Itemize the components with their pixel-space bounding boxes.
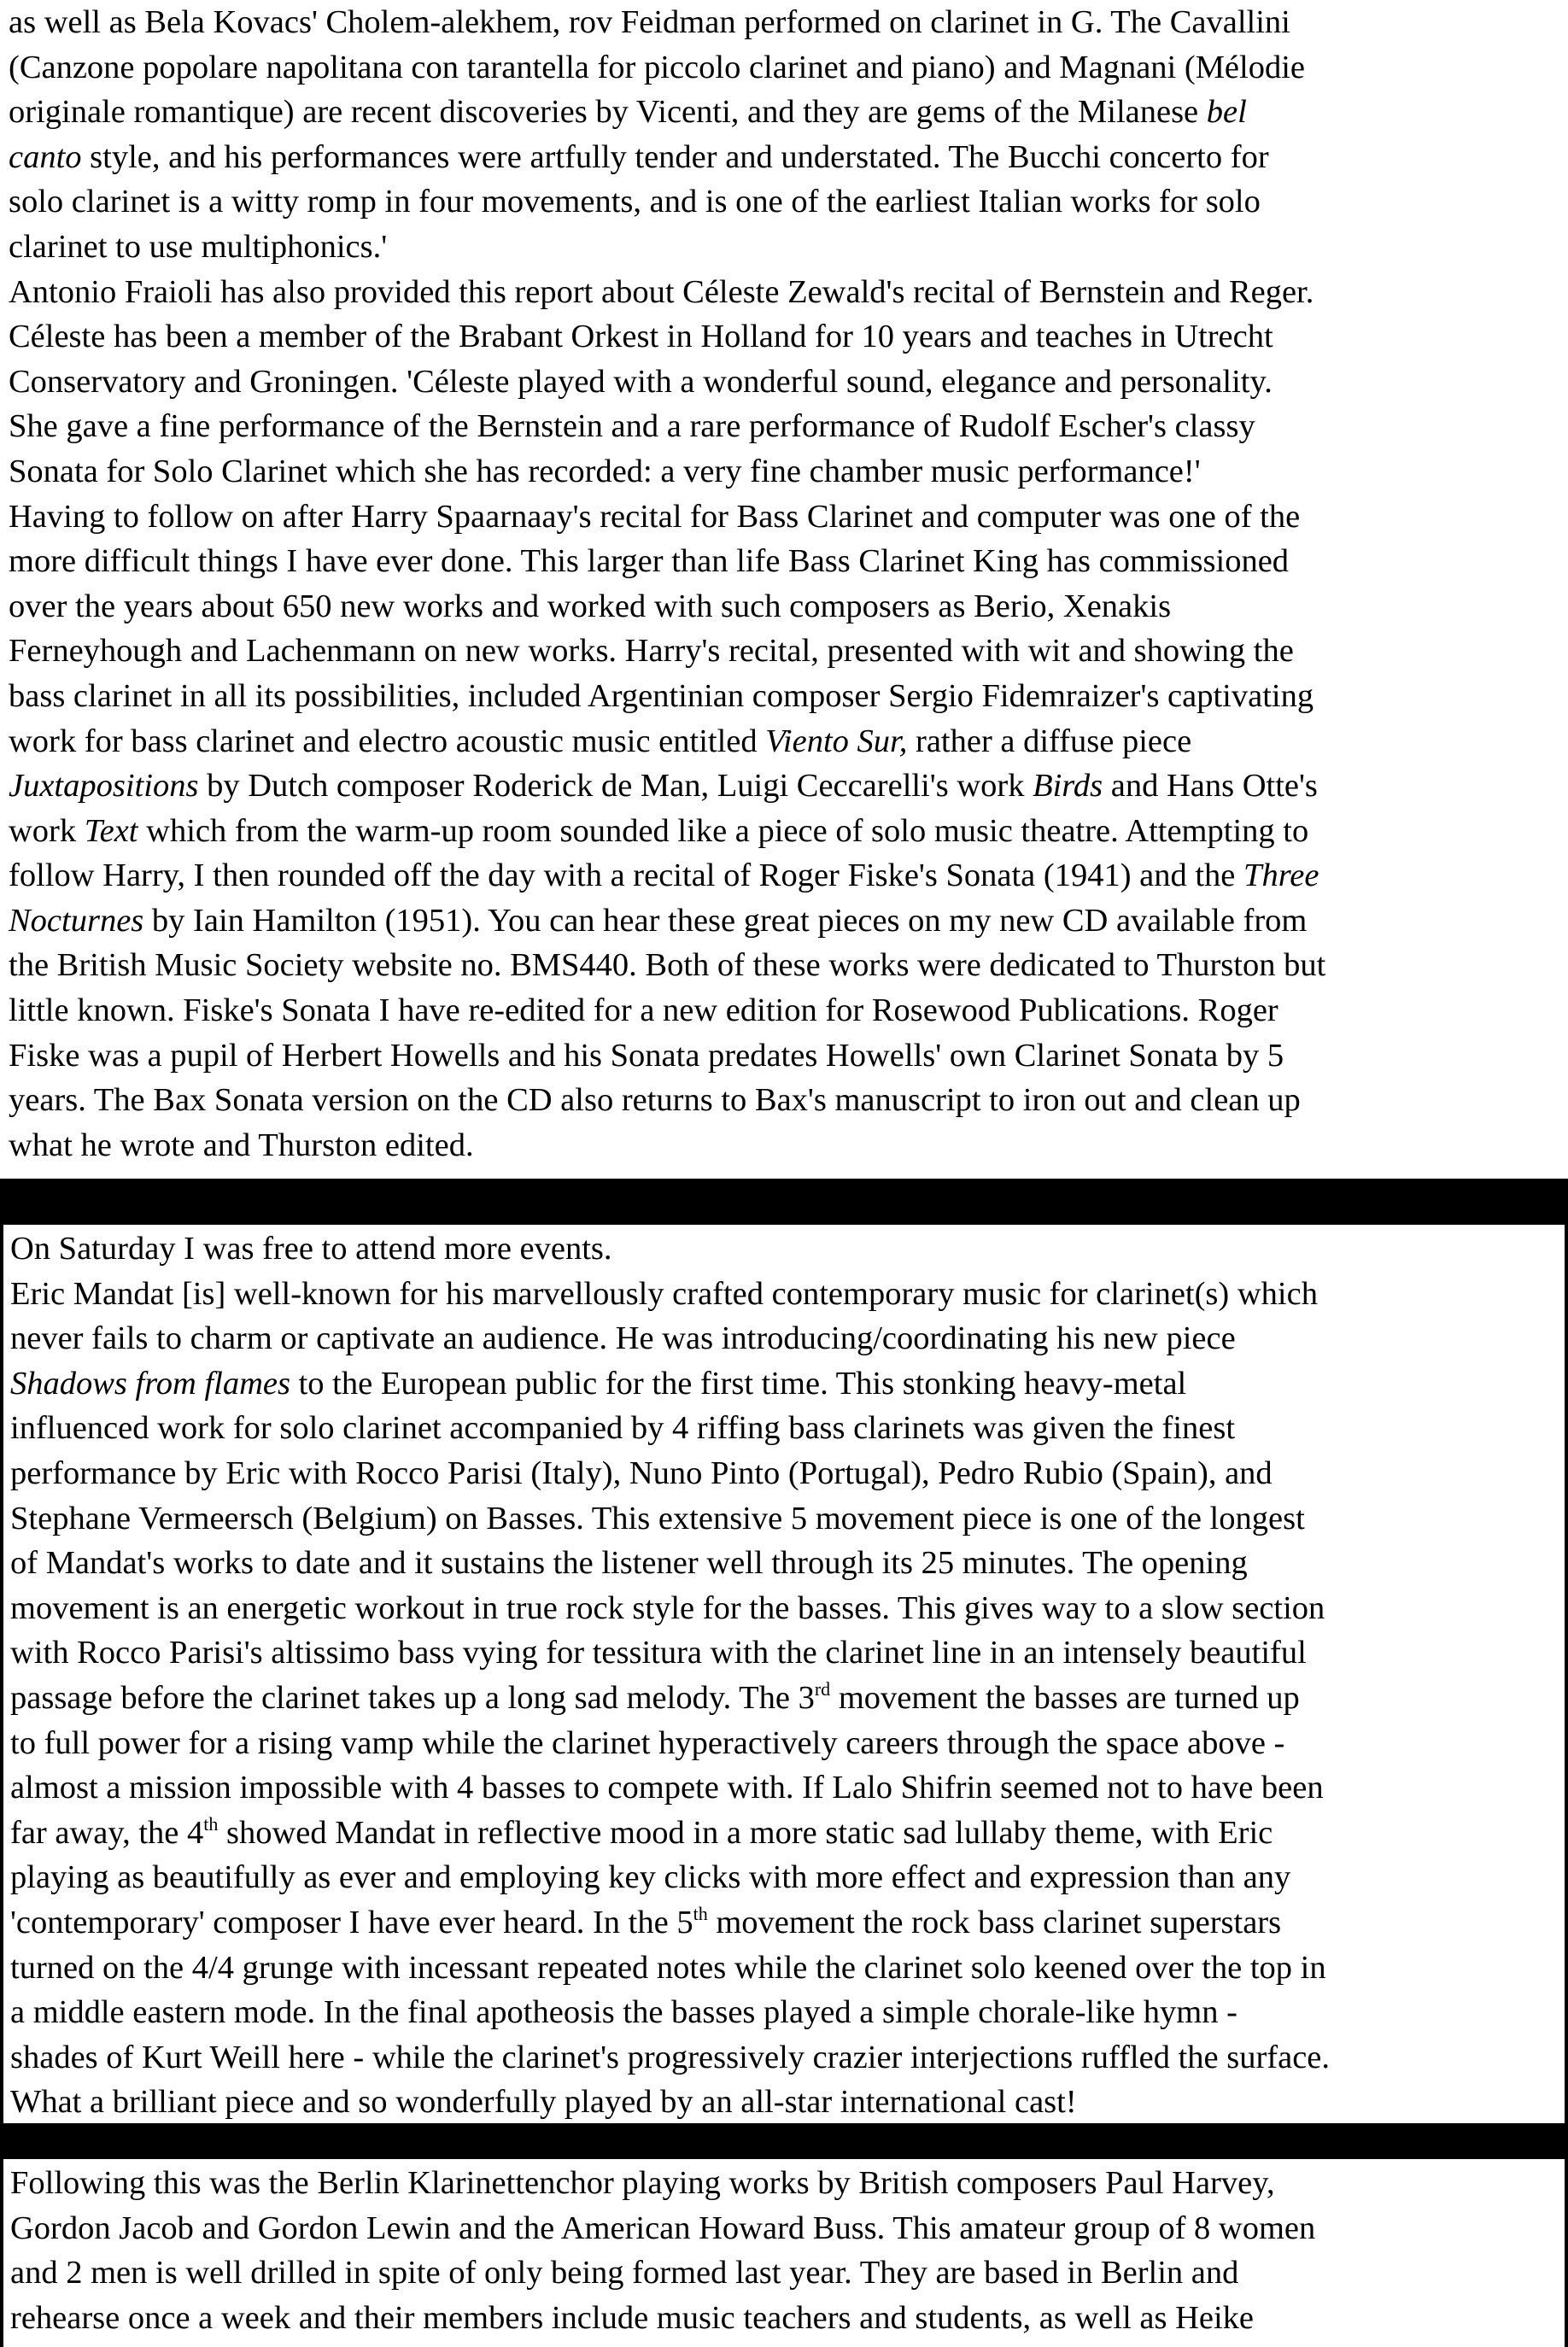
text-run: years. The Bax Sonata version on the CD also returns to Bax's manuscript to iron out and clean up [9,1082,1301,1119]
text-line [10,2035,1565,2081]
text-run: to the European public for the first time. This stonking heavy-metal [290,1365,1187,1402]
text-line [10,1541,1565,1586]
paragraph-lines [10,1225,1565,2125]
text-line [10,1630,1565,1676]
text-line [9,0,1568,45]
text-run: turned on the 4/4 grunge with incessant repeated notes while the clarinet solo keened over the top in [10,1949,1326,1986]
text-run: Conservatory and Groningen. 'Céleste played with a wonderful sound, elegance and personality. [9,363,1273,400]
text-run: movement the basses are turned up [830,1679,1300,1716]
text-line [9,988,1568,1033]
text-line [10,1586,1565,1631]
text-line [9,270,1568,315]
text-line [10,1226,1565,1272]
text-line [10,1451,1565,1496]
text-line [9,314,1568,360]
text-line [9,1123,1568,1168]
text-block-saturday-events [0,1225,1568,2127]
text-run: as well as Bela Kovacs' Cholem-alekhem, rov Feidman performed on clarinet in G. The Cavallini [9,4,1290,40]
text-line [9,719,1568,764]
text-run: She gave a fine performance of the Bernstein and a rare performance of Rudolf Escher's classy [9,408,1255,445]
text-run: by Dutch composer Roderick de Man, Luigi Ceccarelli's work [198,768,1033,805]
text-run: Ferneyhough and Lachenmann on new works. Harry's recital, presented with wit and showing the [9,633,1294,670]
text-line [9,853,1568,898]
text-run: Sonata for Solo Clarinet which she has recorded: a very fine chamber music performance!' [9,453,1201,489]
text-line [9,360,1568,405]
text-run: more difficult things I have ever done. This larger than life Bass Clarinet King has commissioned [9,543,1290,580]
text-line [9,1033,1568,1079]
text-run: influenced work for solo clarinet accompanied by 4 riffing bass clarinets was given the finest [10,1410,1236,1447]
text-run: and 2 men is well drilled in spite of only being formed last year. They are based in Berlin and [10,2255,1239,2291]
text-line [9,1078,1568,1123]
italic-title: Three [1243,857,1319,894]
text-line [9,90,1568,135]
section-divider-bar [0,2127,1568,2159]
text-run: far away, the 4 [10,1814,204,1851]
text-run: Gordon Jacob and Gordon Lewin and the American Howard Buss. This amateur group of 8 women [10,2209,1316,2246]
italic-title: Juxtapositions [9,768,199,805]
text-line [10,1765,1565,1811]
text-run: work for bass clarinet and electro acoustic music entitled [9,723,766,759]
text-run: rehearse once a week and their members include music teachers and students, as well as Heike [10,2299,1255,2336]
text-line [9,225,1568,270]
text-line [10,2161,1565,2206]
text-run: solo clarinet is a witty romp in four movements, and is one of the earliest Italian works for solo [9,184,1261,220]
text-run: almost a mission impossible with 4 basses to compete with. If Lalo Shifrin seemed not to have been [10,1770,1324,1806]
text-line [10,2296,1565,2341]
text-run: with Rocco Parisi's altissimo bass vying for tessitura with the clarinet line in an intensely beautiful [10,1635,1307,1671]
italic-title: Viento Sur, [765,723,908,759]
text-line [10,1900,1565,1946]
italic-title: Text [84,812,138,849]
paragraph-lines [10,2159,1565,2340]
text-line [10,1361,1565,1407]
text-run: Eric Mandat [is] well-known for his marvellously crafted contemporary music for clarinet(s) which [10,1275,1318,1312]
text-line [9,674,1568,719]
text-line [10,1990,1565,2035]
text-line [9,584,1568,629]
text-line [9,539,1568,584]
text-line [9,809,1568,854]
superscript-text: th [693,1902,708,1924]
text-line [9,45,1568,91]
italic-title: Birds [1033,768,1103,805]
text-run: movement is an energetic workout in true rock style for the basses. This gives way to a slow section [10,1589,1325,1626]
text-run: which from the warm-up room sounded like a piece of solo music theatre. Attempting to [137,812,1309,849]
text-run: and Hans Otte's [1103,768,1318,805]
paragraph-lines [9,0,1568,1168]
text-run: what he wrote and Thurston edited. [9,1127,474,1163]
text-block-berlin-klarinettenchor [0,2159,1568,2347]
text-line [10,1721,1565,1766]
text-run: Antonio Fraioli has also provided this report about Céleste Zewald's recital of Bernstein and Reger. [9,273,1314,310]
text-line [9,943,1568,988]
text-line [9,135,1568,180]
text-run: style, and his performances were artfully tender and understated. The Bucchi concerto for [81,138,1269,175]
text-run: over the years about 650 new works and worked with such composers as Berio, Xenakis [9,588,1172,624]
text-run: On Saturday I was free to attend more events. [10,1231,612,1267]
text-line [9,404,1568,449]
text-run: shades of Kurt Weill here - while the clarinet's progressively crazier interjections ruffled the surface. [10,2039,1331,2075]
text-run: originale romantique) are recent discoveries by Vicenti, and they are gems of the Milanese [9,94,1207,131]
text-run: What a brilliant piece and so wonderfully played by an all-star international cast! [10,2084,1077,2121]
text-run: Following this was the Berlin Klarinettenchor playing works by British composers Paul Harvey, [10,2165,1275,2201]
text-run: Having to follow on after Harry Spaarnaay's recital for Bass Clarinet and computer was one of the [9,498,1301,535]
text-run: rather a diffuse piece [907,723,1192,759]
text-run: (Canzone popolare napolitana con tarantella for piccolo clarinet and piano) and Magnani (Mélodie [9,49,1306,85]
text-line [10,1496,1565,1542]
text-line [10,1272,1565,1317]
text-run: 'contemporary' composer I have ever heard. In the 5 [10,1904,693,1940]
text-line [10,2206,1565,2251]
text-line [10,2250,1565,2296]
text-line [9,449,1568,495]
text-line [10,2080,1565,2125]
text-line [10,1855,1565,1900]
italic-title: canto [9,138,82,175]
text-line [9,495,1568,540]
text-run: Céleste has been a member of the Brabant Orkest in Holland for 10 years and teaches in Utrecht [9,319,1273,355]
text-run: the British Music Society website no. BMS440. Both of these works were dedicated to Thurston but [9,947,1326,984]
text-run: bass clarinet in all its possibilities, included Argentinian composer Sergio Fidemraizer's captivating [9,677,1314,714]
text-run: clarinet to use multiphonics.' [9,228,388,265]
text-run: performance by Eric with Rocco Parisi (Italy), Nuno Pinto (Portugal), Pedro Rubio (Spain), and [10,1454,1273,1491]
text-run: passage before the clarinet takes up a long sad melody. The 3 [10,1679,815,1716]
text-run: Stephane Vermeersch (Belgium) on Basses. This extensive 5 movement piece is one of the longest [10,1500,1305,1536]
text-run: never fails to charm or captivate an audience. He was introducing/coordinating his new piece [10,1320,1236,1357]
text-run: playing as beautifully as ever and employing key clicks with more effect and expression than any [10,1859,1291,1896]
text-line [10,1406,1565,1451]
italic-title: Nocturnes [9,902,144,939]
text-line [10,1676,1565,1721]
superscript-text: th [203,1812,219,1835]
text-line [9,179,1568,225]
italic-title: Shadows from flames [10,1365,290,1402]
text-line [10,1316,1565,1361]
text-run: movement the rock bass clarinet superstars [707,1904,1282,1940]
text-run: Fiske was a pupil of Herbert Howells and his Sonata predates Howells' own Clarinet Sonata by 5 [9,1037,1284,1074]
text-line [9,629,1568,674]
text-line [9,764,1568,809]
text-run: little known. Fiske's Sonata I have re-edited for a new edition for Rosewood Publications. Roger [9,992,1278,1029]
text-line [10,1811,1565,1856]
text-run: by Iain Hamilton (1951). You can hear these great pieces on my new CD available from [143,902,1308,939]
text-run: showed Mandat in reflective mood in a more static sad lullaby theme, with Eric [218,1814,1273,1851]
section-divider-bar [0,1179,1568,1225]
text-run: work [9,812,85,849]
text-line [10,1946,1565,1991]
text-line [9,898,1568,944]
text-run: follow Harry, I then rounded off the day with a recital of Roger Fiske's Sonata (1941) and the [9,857,1244,894]
superscript-text: rd [814,1677,831,1700]
text-run: a middle eastern mode. In the final apotheosis the basses played a simple chorale-like hymn - [10,1994,1237,2031]
text-run: of Mandat's works to date and it sustains the listener well through its 25 minutes. The opening [10,1545,1248,1582]
text-run: to full power for a rising vamp while the clarinet hyperactively careers through the space above - [10,1724,1285,1761]
italic-title: bel [1206,94,1247,131]
